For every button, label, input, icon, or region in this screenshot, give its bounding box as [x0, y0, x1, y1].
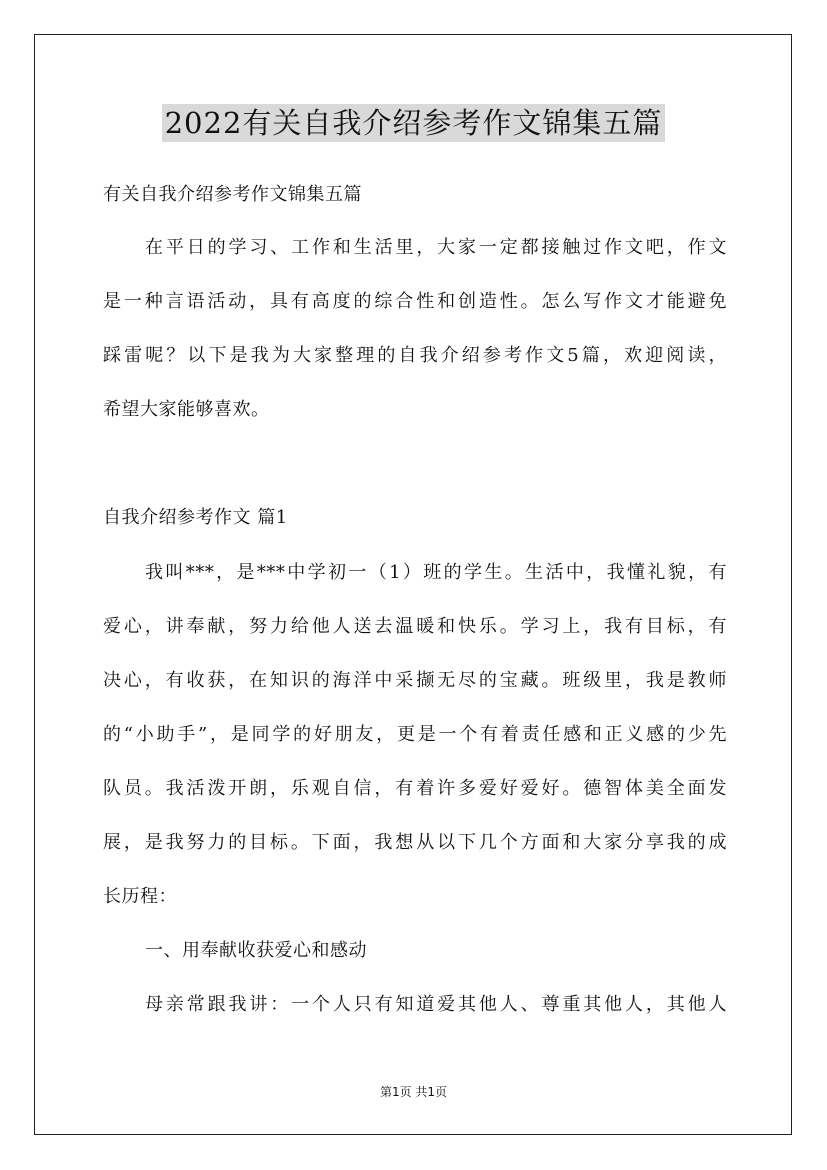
body-line-5: 队员。我活泼开朗，乐观自信，有着许多爱好爱好。德智体美全面发	[103, 778, 727, 799]
body-line-4: 的“小助手”，是同学的好朋友，更是一个有着责任感和正义感的少先	[103, 724, 727, 745]
subheading: 一、用奉献收获爱心和感动	[145, 940, 367, 961]
body-line-3: 决心，有收获，在知识的海洋中采撷无尽的宝藏。班级里，我是教师	[103, 670, 727, 691]
page-footer: 第1页 共1页	[379, 1085, 448, 1099]
body-line-2: 爱心，讲奉献，努力给他人送去温暖和快乐。学习上，我有目标，有	[103, 616, 727, 637]
intro-line-4: 希望大家能够喜欢。	[103, 399, 270, 420]
body-last-line: 母亲常跟我讲：一个人只有知道爱其他人、尊重其他人，其他人	[145, 994, 727, 1015]
section-heading: 自我介绍参考作文 篇1	[103, 507, 288, 528]
document-subtitle: 有关自我介绍参考作文锦集五篇	[103, 184, 362, 205]
body-line-6: 展，是我努力的目标。下面，我想从以下几个方面和大家分享我的成	[103, 832, 727, 853]
body-line-1: 我叫***，是***中学初一（1）班的学生。生活中，我懂礼貌，有	[145, 562, 727, 583]
intro-line-3: 踩雷呢？以下是我为大家整理的自我介绍参考作文5篇，欢迎阅读，	[103, 345, 727, 366]
document-title: 2022有关自我介绍参考作文锦集五篇	[162, 104, 666, 142]
intro-line-1: 在平日的学习、工作和生活里，大家一定都接触过作文吧，作文	[145, 237, 727, 258]
body-line-7: 长历程：	[103, 886, 177, 907]
intro-line-2: 是一种言语活动，具有高度的综合性和创造性。怎么写作文才能避免	[103, 291, 727, 312]
title-container	[0, 104, 827, 142]
